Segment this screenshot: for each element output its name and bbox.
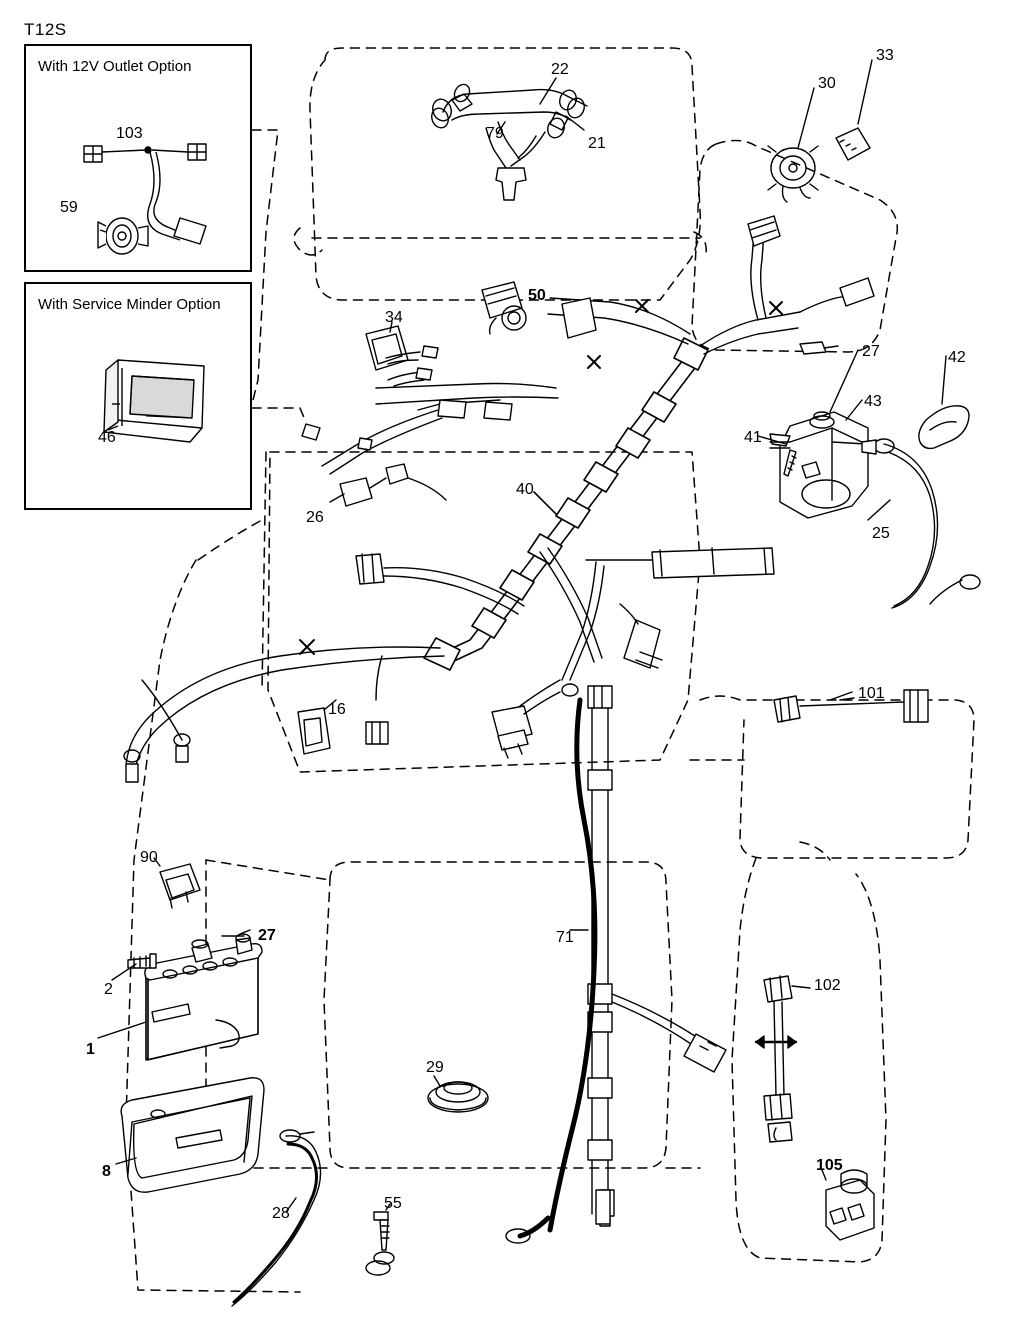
callout-16: 16: [328, 701, 346, 718]
callout-103: 103: [116, 125, 143, 142]
callout-105: 105: [816, 1157, 843, 1174]
callout-50: 50: [528, 287, 546, 304]
callout-22: 22: [551, 61, 569, 78]
callout-26: 26: [306, 509, 324, 526]
callout-71: 71: [556, 929, 574, 946]
callout-55: 55: [384, 1195, 402, 1212]
callout-25: 25: [872, 525, 890, 542]
callout-21: 21: [588, 135, 606, 152]
callout-90: 90: [140, 849, 158, 866]
callout-79: 79: [486, 125, 504, 142]
callout-46: 46: [98, 429, 116, 446]
inset-outlet-title: With 12V Outlet Option: [38, 58, 192, 75]
callout-2: 2: [104, 981, 113, 998]
inset-outlet-option: [24, 44, 252, 272]
callout-102: 102: [814, 977, 841, 994]
callout-8: 8: [102, 1163, 111, 1180]
callout-30: 30: [818, 75, 836, 92]
callout-33: 33: [876, 47, 894, 64]
callout-1: 1: [86, 1041, 95, 1058]
callout-27-top: 27: [862, 343, 880, 360]
callout-42: 42: [948, 349, 966, 366]
inset-service-title: With Service Minder Option: [38, 296, 221, 313]
callout-40: 40: [516, 481, 534, 498]
callout-59: 59: [60, 199, 78, 216]
inset-service-minder-option: [24, 282, 252, 510]
inset-service-illustration: [26, 284, 254, 512]
callout-29: 29: [426, 1059, 444, 1076]
callout-101: 101: [858, 685, 885, 702]
callout-27-battery: 27: [258, 927, 276, 944]
callout-43: 43: [864, 393, 882, 410]
callout-41: 41: [744, 429, 762, 446]
inset-outlet-illustration: [26, 46, 254, 274]
callout-28: 28: [272, 1205, 290, 1222]
callout-34: 34: [385, 309, 403, 326]
page-title: T12S: [24, 20, 67, 39]
